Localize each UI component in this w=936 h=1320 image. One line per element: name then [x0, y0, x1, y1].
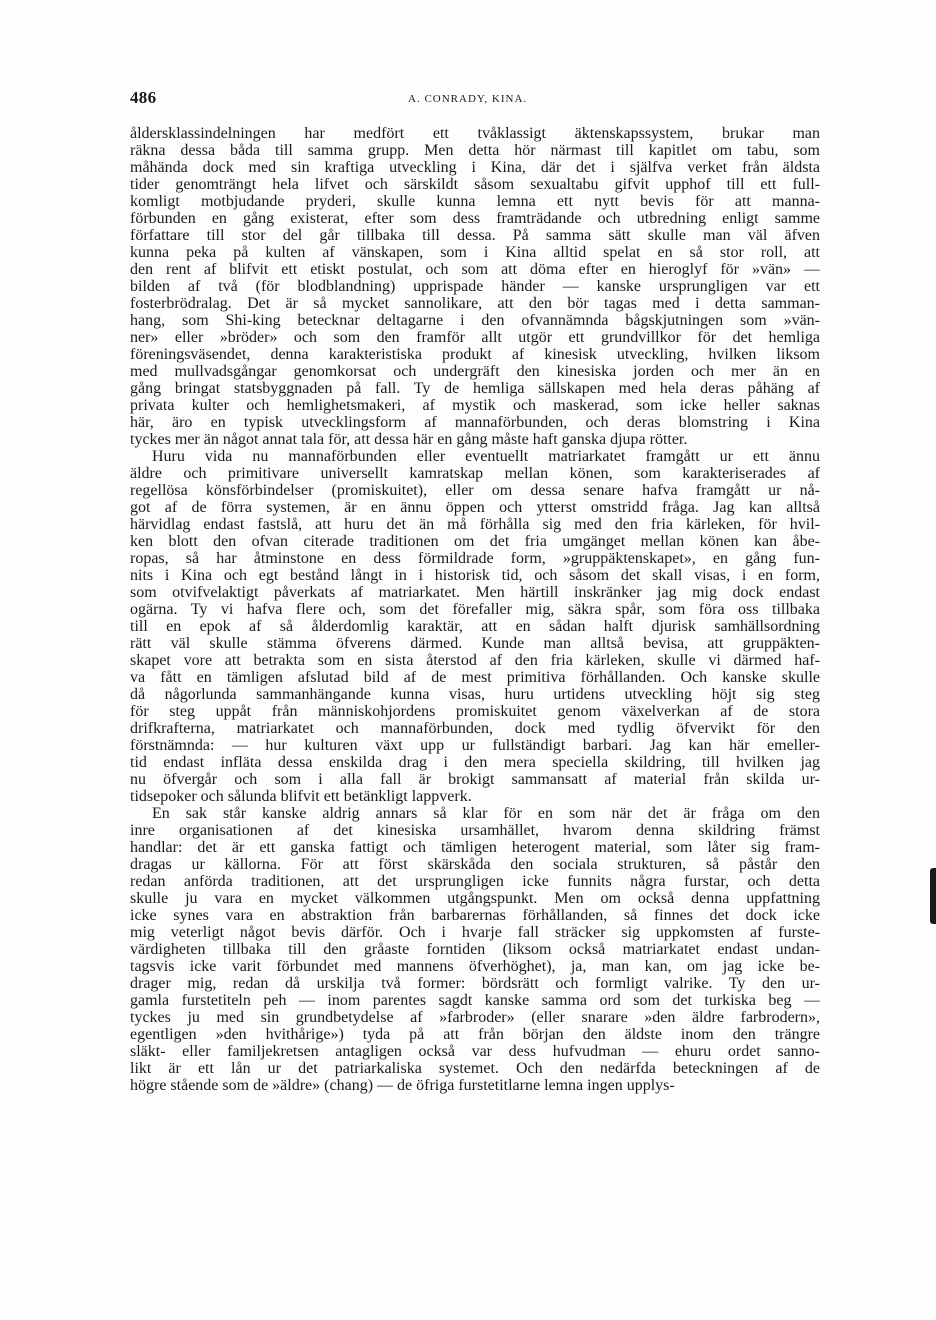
text-line: värdigheten tillbaka till den gråaste forntiden (liksom också matriarkatet endast undan-: [130, 941, 820, 958]
text-line: ken blott den ofvan citerade traditionen om det fria umgänget mellan könen kan åbe-: [130, 533, 820, 550]
page-number: 486: [130, 88, 157, 107]
text-line: tider genomträngt hela lifvet och särskildt såsom sexualtabu gifvit upphof till ett full-: [130, 176, 820, 193]
text-line: tagsvis icke varit förbundet med mannens öfverhöghet), ja, man kan, om jag icke be-: [130, 958, 820, 975]
paragraph: [130, 125, 820, 448]
text-line: rätt väl skulle stämma öfverens därmed. Kunde man alltså bevisa, att gruppäkten-: [130, 635, 820, 652]
text-line: regellösa könsförbindelser (promiskuitet), eller om dessa senare hafva framgått ur nå-: [130, 482, 820, 499]
body-text: [130, 125, 820, 1094]
text-line: fosterbrödralag. Det är så mycket sannolikare, att den bör tagas med i detta samman-: [130, 295, 820, 312]
text-line: författare till stor del går tillbaka till dessa. På samma sätt skulle man väl äfven: [130, 227, 820, 244]
text-line: tyckes mer än något annat tala för, att dessa här en gång måste haft ganska djupa rötter.: [130, 431, 688, 448]
text-line: icke synes vara en abstraktion från barbarernas förhållanden, så finnes det dock icke: [130, 907, 820, 924]
text-line: nits i Kina och egt bestånd långt in i historisk tid, och såsom det skall visas, i en form,: [130, 567, 820, 584]
text-line: inre organisationen af det kinesiska ursamhället, hvarom denna skildring främst: [130, 822, 820, 839]
text-line: med mullvadsgångar genomkorsat och undergräft den kinesiska jorden och mer än en: [130, 363, 820, 380]
text-line: Huru vida nu mannaförbunden eller eventuellt matriarkatet framgått ur ett ännu: [152, 448, 820, 465]
text-line: gamla furstetiteln peh — inom parentes sagdt kanske samma ord som det turkiska beg —: [130, 992, 820, 1009]
text-line: ropas, så har åtminstone en dess förmildrade form, »gruppäktenskapet», en gång fun-: [130, 550, 820, 567]
text-line: som otvifvelaktigt påverkats af matriarkatet. Men härtill inskränker jag mig dock endast: [130, 584, 820, 601]
text-line: tidsepoker och sålunda blifvit ett betänkligt lappverk.: [130, 788, 472, 805]
text-line: En sak står kanske aldrig annars så klar för en som när det är fråga om den: [152, 805, 820, 822]
text-line: got af de förra systemen, är en ännu öppen och ytterst omstridd fråga. Jag kan alltså: [130, 499, 820, 516]
text-line: skapet vore att betrakta som en sista återstod af den fria kärleken, skulle vi därmed haf-: [130, 652, 820, 669]
text-line: för steg uppåt från människohjordens promiskuitet genom växelverkan af de stora: [130, 703, 820, 720]
text-line: förstnämnda: — hur kulturen växt upp ur fullständigt barbari. Jag kan här emeller-: [130, 737, 820, 754]
text-line: nu öfvergår och som i alla fall är brokigt sammansatt af material från skilda ur-: [130, 771, 820, 788]
text-line: måhända dock med sin kraftiga utveckling i Kina, där det i själfva verket från äldsta: [130, 159, 820, 176]
text-line: föreningsväsendet, denna karakteristiska produkt af kinesisk utveckling, hvilken liksom: [130, 346, 820, 363]
text-line: då någorlunda sammanhängande kunna visas, huru urtidens utveckling höjt sig steg: [130, 686, 820, 703]
text-line: komligt motbjudande pryderi, skulle kunna lemna ett nytt bevis för att manna-: [130, 193, 820, 210]
text-line: tyckes ju med sin grundbetydelse af »farbroder» (eller snarare »den äldre farbrodern»,: [130, 1009, 820, 1026]
text-line: ogärna. Ty vi hafva flere och, som det förefaller mig, säkra spår, som föra oss tillbaka: [130, 601, 820, 618]
page-header: [130, 88, 820, 112]
text-line: släkt- eller familjekretsen antagligen också var dess hufvudman — ehuru ordet sanno-: [130, 1043, 820, 1060]
text-line: äldre och primitivare universellt kamratskap mellan könen, som karakteriserades af: [130, 465, 820, 482]
text-line: redan anförda traditionen, att det ursprungligen icke funnits några furstar, och detta: [130, 873, 820, 890]
text-line: till en epok af så ålderdomlig karaktär, att en sådan halft djurisk samhällsordning: [130, 618, 820, 635]
text-line: ner» eller »bröder» och som den framför allt utgör ett grundvillkor för det hemliga: [130, 329, 820, 346]
text-line: va fått en tämligen afslutad bild af de mest primitiva förhållanden. Och kanske skulle: [130, 669, 820, 686]
text-line: handlar: det är ett ganska fattigt och tämligen heterogent material, som låter sig fram-: [130, 839, 820, 856]
text-line: räkna dessa båda till samma grupp. Men detta hör närmast till kapitlet om tabu, som: [130, 142, 820, 159]
paragraph: [130, 448, 820, 805]
text-line: mig veterligt något bevis därför. Och i hvarje fall sträcker sig uppkomsten af furste-: [130, 924, 820, 941]
text-line: drifkrafterna, matriarkatet och mannaförbunden, dock med tydlig öfvervikt för den: [130, 720, 820, 737]
text-line: bilden af två (för blodblandning) upprispade händer — kanske ursprungligen var ett: [130, 278, 820, 295]
text-line: skulle ju vara en mycket välkommen utgångspunkt. Men om också denna uppfattning: [130, 890, 820, 907]
text-line: förbunden en gång existerat, efter som dess framträdande och utbredning enligt samme: [130, 210, 820, 227]
text-line: privata kulter och hemlighetsmakeri, af mystik och maskerad, som icke heller saknas: [130, 397, 820, 414]
text-line: egentligen »den hvithårige») tyda på att från början den äldste inom den trängre: [130, 1026, 820, 1043]
text-line: dragas ur källorna. För att först skärskåda den sociala strukturen, så påstår den: [130, 856, 820, 873]
text-line: åldersklassindelningen har medfört ett tvåklassigt äktenskapssystem, brukar man: [130, 125, 820, 142]
text-line: kunna peka på kulten af vänskapen, som i Kina alltid spelat en så stor roll, att: [130, 244, 820, 261]
text-line: tid endast infläta dessa enskilda drag i den mera speciella skildring, till hvilken jag: [130, 754, 820, 771]
text-line: gång bringat statsbyggnaden på fall. Ty de hemliga sällskapen med hela deras påhäng af: [130, 380, 820, 397]
binding-clip-mark: [930, 868, 936, 924]
text-line: högre stående som de »äldre» (chang) — de öfriga furstetitlarne lemna ingen upplys-: [130, 1077, 675, 1094]
text-line: drager mig, redan då urskilja två former: bördsrätt och formligt valrike. Ty den ur-: [130, 975, 820, 992]
text-line: likt är ett lån ur det patriarkaliska systemet. Och den nedärfda beteckningen af de: [130, 1060, 820, 1077]
running-head: A. CONRADY, KINA.: [408, 93, 528, 105]
text-line: hang, som Shi-king betecknar deltagarne i den ofvannämnda bågskjutningen som »vän-: [130, 312, 820, 329]
text-line: härvidlag endast fastslå, att huru det än må förhålla sig med den fria kärleken, för hvil-: [130, 516, 820, 533]
text-line: den rent af blifvit ett etiskt postulat, och som att döma efter en hieroglyf för »vän» —: [130, 261, 820, 278]
text-line: här, äro en typisk utvecklingsform af mannaförbunden, och deras blomstring i Kina: [130, 414, 820, 431]
paragraph: [130, 805, 820, 1094]
